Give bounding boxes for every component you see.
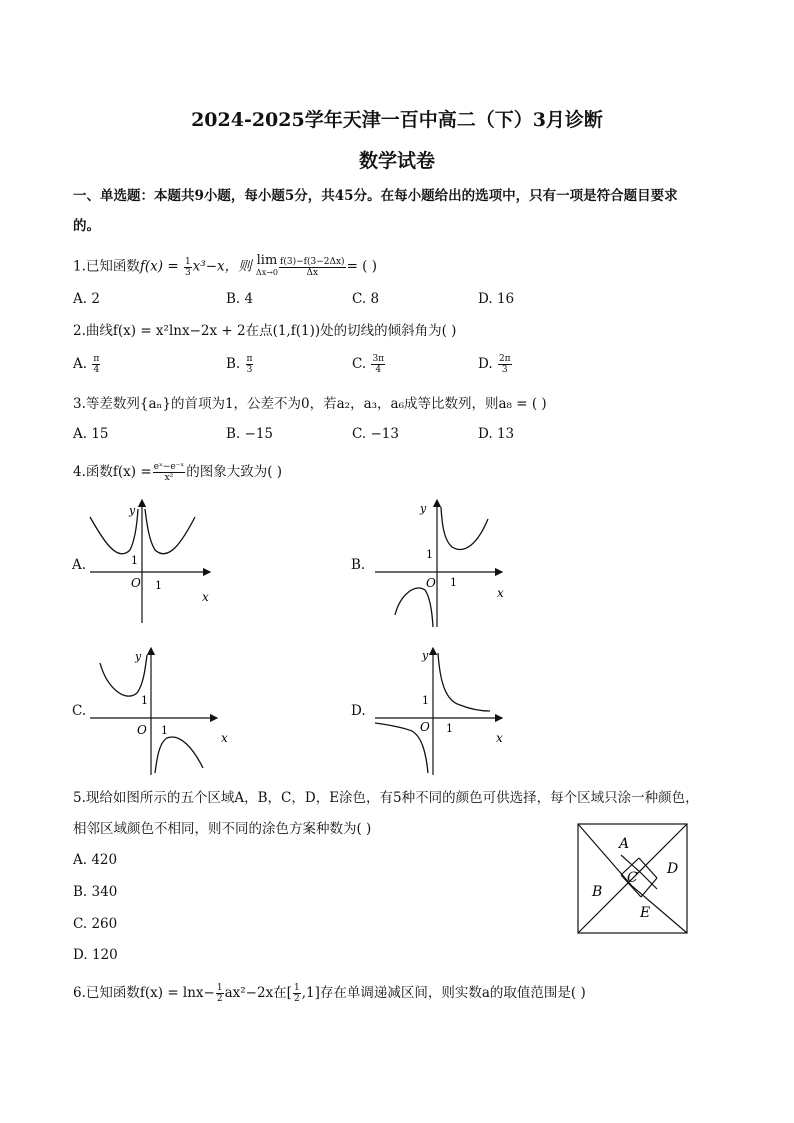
q4-option-a-label[interactable]: A. bbox=[72, 557, 87, 573]
question-2-stem: 2.曲线f(x) = x²lnx−2x + 2在点(1,f(1))处的切线的倾斜角为( ) bbox=[73, 323, 457, 339]
region-a-label: A bbox=[619, 836, 630, 852]
svg-text:1: 1 bbox=[426, 548, 433, 561]
q3-option-c[interactable]: C. −13 bbox=[352, 426, 399, 442]
q2-option-d[interactable]: D. $\frac{2\pi}{3}$ bbox=[478, 354, 511, 375]
q5-option-a[interactable]: A. 420 bbox=[73, 852, 118, 868]
q2-option-b[interactable]: B. $\frac{\pi}{3}$ bbox=[226, 354, 253, 375]
q5-region-diagram bbox=[575, 821, 690, 936]
question-4-stem: 4.函数f(x) = $\frac{\text{eˣ−e⁻ˣ}}{\text{x²}}$ 的图象大致为( ) bbox=[73, 462, 283, 483]
question-5-line1: 5.现给如图所示的五个区域A，B，C，D，E涂色，有5种不同的颜色可供选择，每个区域只涂一种颜色， bbox=[73, 790, 699, 806]
q4-option-d-label[interactable]: D. bbox=[351, 703, 366, 719]
q3-option-a[interactable]: A. 15 bbox=[73, 426, 109, 442]
svg-text:y: y bbox=[420, 502, 427, 515]
svg-text:x: x bbox=[221, 731, 228, 745]
svg-text:y: y bbox=[422, 649, 429, 662]
svg-text:1: 1 bbox=[155, 579, 162, 592]
svg-text:1: 1 bbox=[131, 554, 138, 567]
q1-limit-fraction: $\frac{f(3)-f(3-2\Delta x)}{\Delta x}$ bbox=[280, 256, 345, 278]
svg-text:x: x bbox=[497, 586, 504, 600]
q4-graph-b[interactable] bbox=[370, 495, 510, 630]
q1-option-c[interactable]: C. 8 bbox=[352, 291, 380, 307]
section-header-line2: 的。 bbox=[73, 218, 100, 234]
svg-text:O: O bbox=[420, 720, 430, 734]
question-5-line2: 相邻区域颜色不相同，则不同的涂色方案种数为( ) bbox=[73, 821, 372, 837]
q1-option-a[interactable]: A. 2 bbox=[73, 291, 100, 307]
svg-text:O: O bbox=[426, 576, 436, 590]
page-subtitle: 数学试卷 bbox=[358, 150, 435, 172]
q3-option-d[interactable]: D. 13 bbox=[478, 426, 515, 442]
q1-fraction: $\frac{1}{3}$ bbox=[184, 256, 191, 278]
svg-text:O: O bbox=[131, 576, 141, 590]
svg-text:1: 1 bbox=[450, 576, 457, 589]
q4-option-b-label[interactable]: B. bbox=[351, 557, 366, 573]
region-b-label: B bbox=[592, 884, 603, 900]
region-c-label: C bbox=[627, 870, 638, 886]
svg-text:x: x bbox=[202, 590, 209, 604]
q4-graph-d[interactable] bbox=[370, 643, 510, 778]
svg-text:O: O bbox=[137, 723, 147, 737]
q2-option-c[interactable]: C. $\frac{3\pi}{4}$ bbox=[352, 354, 385, 375]
svg-text:y: y bbox=[129, 504, 136, 517]
question-3-stem: 3.等差数列{aₙ}的首项为1，公差不为0，若a₂，a₃，a₆成等比数列，则a₈ = ( ) bbox=[73, 396, 547, 412]
q3-option-b[interactable]: B. −15 bbox=[226, 426, 274, 442]
section-header-line1: 一、单选题：本题共9小题，每小题5分，共45分。在每小题给出的选项中，只有一项是符合题目要求 bbox=[73, 188, 678, 204]
question-6-stem: 6.已知函数f(x) = lnx− $\frac{1}{2}$ ax²−2x在[ $\frac{1}{2}$ ,1]存在单调递减区间，则实数a的取值范围是( ) bbox=[73, 983, 586, 1004]
q4-graph-a[interactable] bbox=[85, 495, 220, 625]
q4-option-c-label[interactable]: C. bbox=[72, 703, 87, 719]
svg-text:1: 1 bbox=[446, 722, 453, 735]
question-1-stem: 1.已知函数f(x) = $\frac{1}{3}$ x³−x，则 lim Δx→0 $\frac{f(3)-f(3-2\Delta x)}{\Delta x}$ = ( ) bbox=[73, 253, 377, 278]
q5-option-b[interactable]: B. 340 bbox=[73, 884, 118, 900]
q5-option-c[interactable]: C. 260 bbox=[73, 916, 118, 932]
svg-text:x: x bbox=[496, 731, 503, 745]
svg-text:y: y bbox=[135, 650, 142, 663]
q5-option-d[interactable]: D. 120 bbox=[73, 947, 118, 963]
q1-option-d[interactable]: D. 16 bbox=[478, 291, 515, 307]
q1-option-b[interactable]: B. 4 bbox=[226, 291, 254, 307]
q4-graph-c[interactable] bbox=[85, 643, 230, 778]
svg-text:1: 1 bbox=[141, 694, 148, 707]
region-e-label: E bbox=[640, 905, 651, 921]
q2-option-a[interactable]: A. $\frac{\pi}{4}$ bbox=[73, 354, 100, 375]
page-title: 2024-2025学年天津一百中高二（下）3月诊断 bbox=[191, 109, 603, 131]
region-d-label: D bbox=[667, 861, 679, 877]
svg-text:1: 1 bbox=[422, 694, 429, 707]
svg-text:1: 1 bbox=[161, 724, 168, 737]
